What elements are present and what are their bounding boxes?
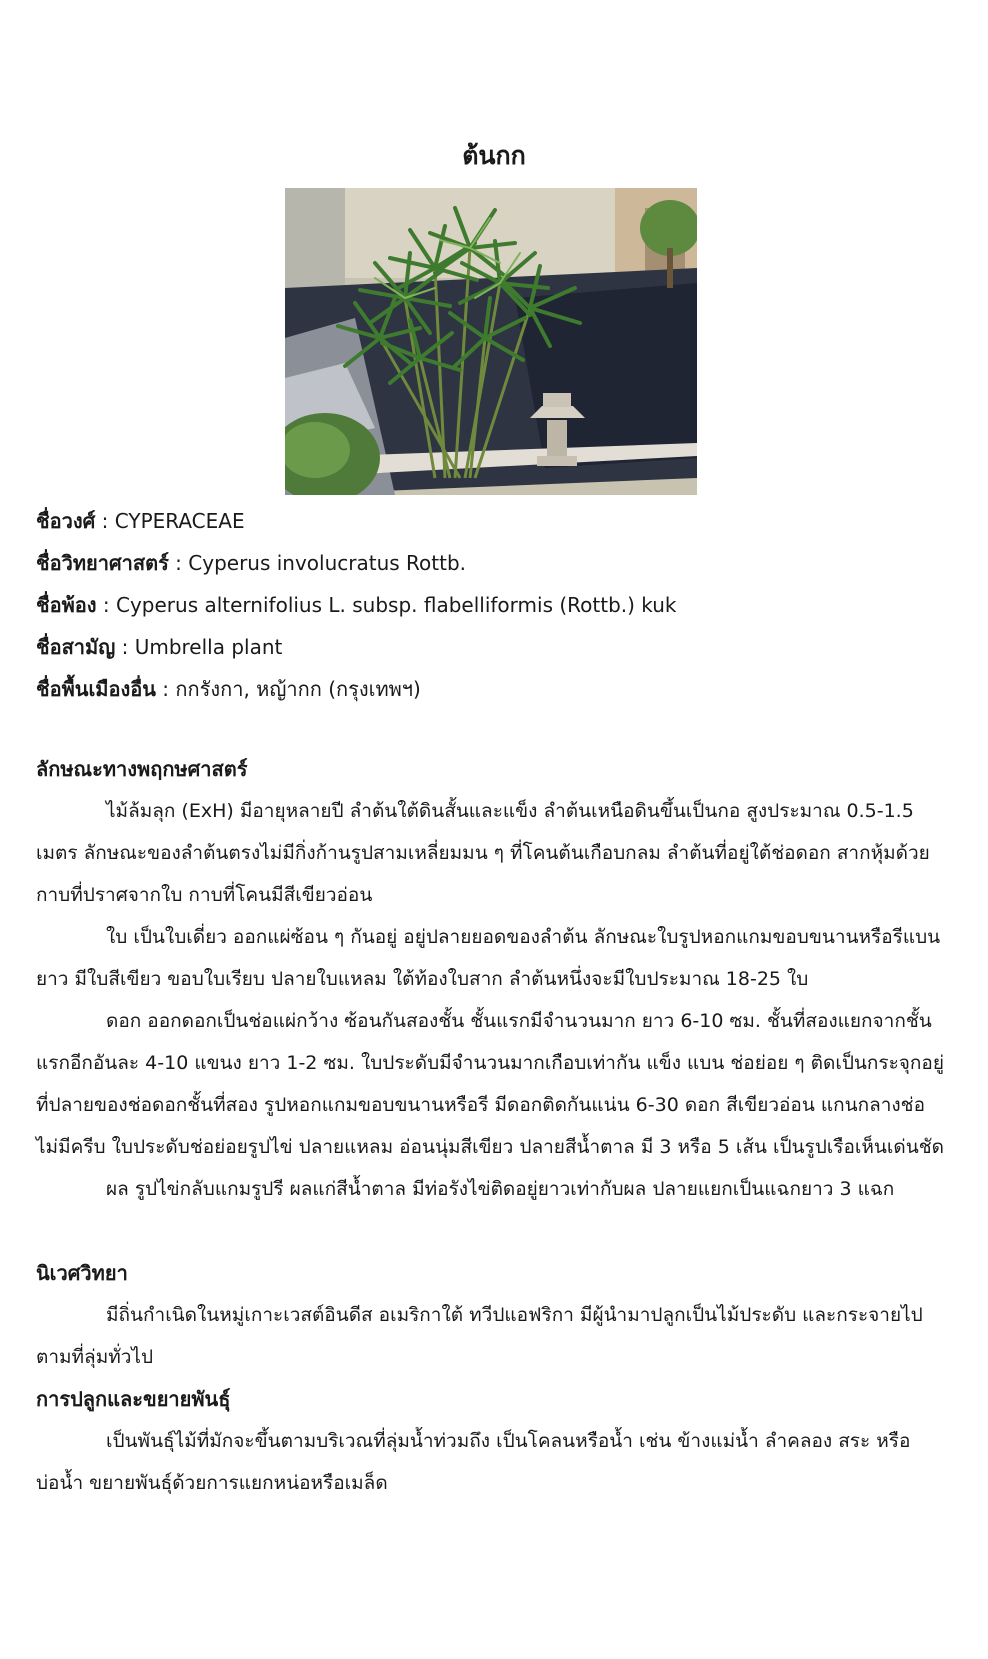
field-label: ชื่อสามัญ (36, 635, 116, 659)
field-value: CYPERACEAE (114, 509, 245, 533)
field-family (36, 500, 956, 542)
field-synonym (36, 584, 956, 626)
ecology-paragraph (36, 1294, 946, 1378)
field-label: ชื่อพ้อง (36, 593, 97, 617)
taxonomy-fields (36, 500, 956, 710)
page-title: ต้นกก (462, 141, 526, 170)
cultivation-paragraph (36, 1420, 946, 1504)
field-separator: : (168, 551, 189, 575)
paragraph-text: ไม้ล้มลุก (ExH) มีอายุหลายปี ลำต้นใต้ดินสั้นและแข็ง ลำต้นเหนือดินขึ้นเป็นกอ สูงประมาณ 0.5-1.5 เมตร ลักษณะของลำต้นตรงไม่มีกิ่งก้านรูปสามเหลี่ยมมน ๆ ที่โคนต้นเกือบกลม ลำต้นที่อยู่ใต้ช่อดอก สากหุ้มด้วยกาบที่ปราศจากใบ กาบที่โคนมีสีเขียวอ่อน (36, 800, 930, 906)
botany-paragraph-stem (36, 790, 946, 916)
botany-paragraph-flower (36, 1000, 946, 1168)
field-separator: : (115, 635, 135, 659)
paragraph-text: ใบ เป็นใบเดี่ยว ออกแผ่ซ้อน ๆ กันอยู่ อยู่ปลายยอดของลำต้น ลักษณะใบรูปหอกแกมขอบขนานหรือรีแบน ยาว มีใบสีเขียว ขอบใบเรียบ ปลายใบแหลม ใต้ท้องใบสาก ลำต้นหนึ่งจะมีใบประมาณ 18-25 ใบ (36, 926, 941, 990)
paragraph-text: มีถิ่นกำเนิดในหมู่เกาะเวสต์อินดีส อเมริกาใต้ ทวีปแอฟริกา มีผู้นำมาปลูกเป็นไม้ประดับ และกระจายไปตามที่ลุ่มทั่วไป (36, 1304, 923, 1368)
botany-paragraph-fruit (36, 1168, 946, 1210)
field-local-names (36, 668, 956, 710)
botany-heading: ลักษณะทางพฤกษศาสตร์ (36, 757, 248, 781)
cultivation-heading: การปลูกและขยายพันธุ์ (36, 1387, 231, 1411)
description-body (36, 748, 946, 1504)
paragraph-text: ผล รูปไข่กลับแกมรูปรี ผลแก่สีน้ำตาล มีท่อรังไข่ติดอยู่ยาวเท่ากับผล ปลายแยกเป็นแฉกยาว 3 แฉก (106, 1178, 895, 1200)
botany-paragraph-leaf (36, 916, 946, 1000)
field-separator: : (96, 593, 116, 617)
field-separator: : (95, 509, 115, 533)
ecology-heading: นิเวศวิทยา (36, 1261, 128, 1285)
field-label: ชื่อวงศ์ (36, 509, 96, 533)
field-label: ชื่อพื้นเมืองอื่น (36, 677, 156, 701)
field-value: Cyperus alternifolius L. subsp. flabelliformis (Rottb.) kuk (116, 593, 677, 617)
field-value: กกรังกา, หญ้ากก (กรุงเทพฯ) (175, 677, 421, 701)
field-scientific-name (36, 542, 956, 584)
field-value: Cyperus involucratus Rottb. (188, 551, 467, 575)
field-separator: : (155, 677, 176, 701)
field-common-name (36, 626, 956, 668)
field-value: Umbrella plant (134, 635, 283, 659)
paragraph-text: เป็นพันธุ์ไม้ที่มักจะขึ้นตามบริเวณที่ลุ่มน้ำท่วมถึง เป็นโคลนหรือน้ำ เช่น ข้างแม่น้ำ ลำคลอง สระ หรือบ่อน้ำ ขยายพันธุ์ด้วยการแยกหน่อหรือเมล็ด (36, 1430, 911, 1494)
field-label: ชื่อวิทยาศาสตร์ (36, 551, 169, 575)
paragraph-text: ดอก ออกดอกเป็นช่อแผ่กว้าง ซ้อนกันสองชั้น ชั้นแรกมีจำนวนมาก ยาว 6-10 ซม. ชั้นที่สองแยกจากชั้นแรกอีกอันละ 4-10 แขนง ยาว 1-2 ซม. ใบประดับมีจำนวนมากเกือบเท่ากัน แข็ง แบน ช่อย่อย ๆ ติดเป็นกระจุกอยู่ที่ปลายของช่อดอกชั้นที่สอง รูปหอกแกมขอบขนานหรือรี มีดอกติดกันแน่น 6-30 ดอก สีเขียวอ่อน แกนกลางช่อไม่มีครีบ ใบประดับช่อย่อยรูปไข่ ปลายแหลม อ่อนนุ่มสีเขียว ปลายสีน้ำตาล มี 3 หรือ 5 เส้น เป็นรูปเรือเห็นเด่นชัด (36, 1010, 944, 1158)
umbrella-plant-photo (285, 188, 697, 495)
